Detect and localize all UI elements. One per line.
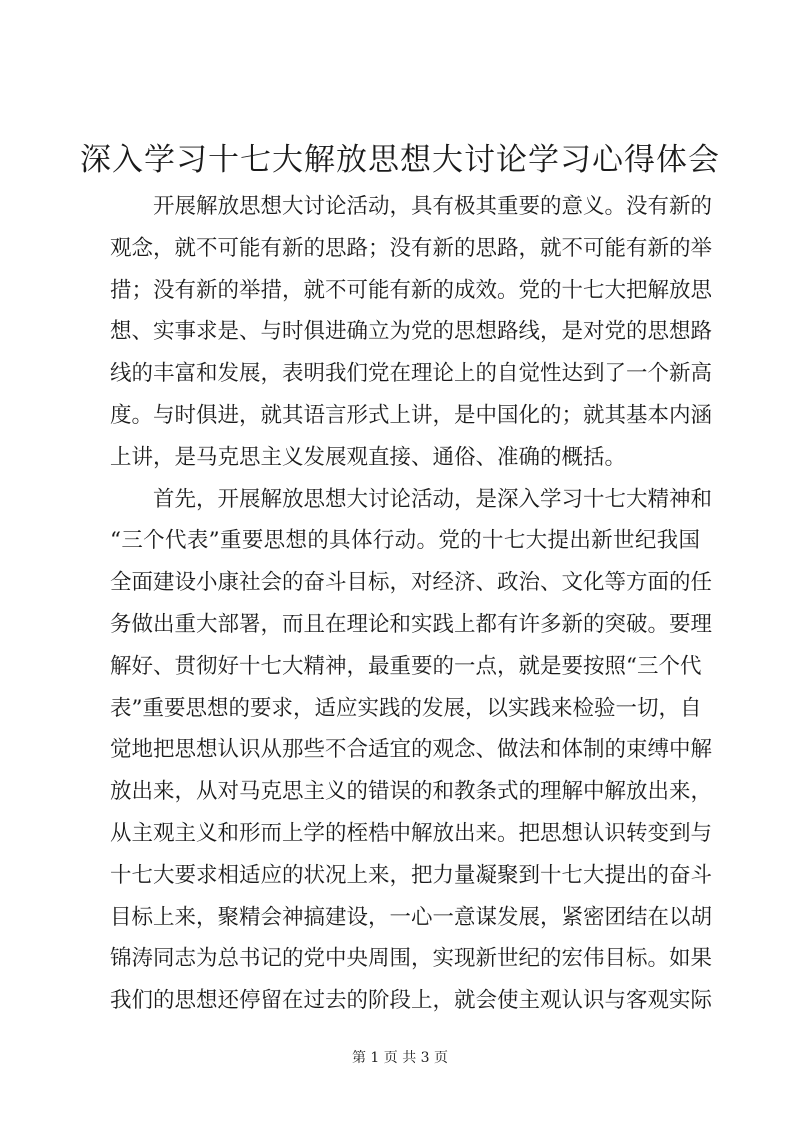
paragraph-2-line-9: 从主观主义和形而上学的桎梏中解放出来。把思想认识转变到与 bbox=[110, 820, 713, 846]
paragraph-2-line-2: “三个代表”重要思想的具体行动。党的十七大提出新世纪我国 bbox=[110, 528, 700, 554]
document-body bbox=[110, 186, 713, 1022]
paragraph-2-line-8: 放出来，从对马克思主义的错误的和教条式的理解中解放出来， bbox=[110, 779, 713, 805]
page-footer: 第 1 页 共 3 页 bbox=[351, 1050, 449, 1066]
paragraph-1-line-7: 上讲，是马克思主义发展观直接、通俗、准确的概括。 bbox=[110, 444, 627, 470]
paragraph-1-line-2: 观念，就不可能有新的思路；没有新的思路，就不可能有新的举 bbox=[110, 235, 713, 261]
paragraph-2-line-4: 务做出重大部署，而且在理论和实践上都有许多新的突破。要理 bbox=[110, 611, 713, 637]
paragraph-2-line-10: 十七大要求相适应的状况上来，把力量凝聚到十七大提出的奋斗 bbox=[110, 862, 713, 888]
paragraph-2-line-7: 觉地把思想认识从那些不合适宜的观念、做法和体制的束缚中解 bbox=[110, 737, 713, 763]
paragraph-2-line-5: 解好、贯彻好十七大精神，最重要的一点，就是要按照“三个代 bbox=[110, 653, 702, 679]
paragraph-1-line-6: 度。与时俱进，就其语言形式上讲，是中国化的；就其基本内涵 bbox=[110, 402, 713, 428]
paragraph-1-line-5: 线的丰富和发展，表明我们党在理论上的自觉性达到了一个新高 bbox=[110, 361, 713, 387]
paragraph-2-line-3: 全面建设小康社会的奋斗目标，对经济、政治、文化等方面的任 bbox=[110, 570, 713, 596]
paragraph-2-line-11: 目标上来，聚精会神搞建设，一心一意谋发展，紧密团结在以胡 bbox=[110, 904, 713, 930]
document-title: 深入学习十七大解放思想大讨论学习心得体会 bbox=[80, 142, 720, 178]
paragraph-2-line-13: 我们的思想还停留在过去的阶段上，就会使主观认识与客观实际 bbox=[110, 988, 713, 1014]
paragraph-2-line-1: 首先，开展解放思想大讨论活动，是深入学习十七大精神和 bbox=[153, 486, 713, 512]
paragraph-1-line-3: 措；没有新的举措，就不可能有新的成效。党的十七大把解放思 bbox=[110, 277, 713, 303]
paragraph-2-line-6: 表”重要思想的要求，适应实践的发展，以实践来检验一切，自 bbox=[110, 695, 702, 721]
paragraph-1-line-4: 想、实事求是、与时俱进确立为党的思想路线，是对党的思想路 bbox=[110, 319, 713, 345]
paragraph-2-line-12: 锦涛同志为总书记的党中央周围，实现新世纪的宏伟目标。如果 bbox=[110, 946, 713, 972]
paragraph-1-line-1: 开展解放思想大讨论活动，具有极其重要的意义。没有新的 bbox=[153, 194, 713, 219]
